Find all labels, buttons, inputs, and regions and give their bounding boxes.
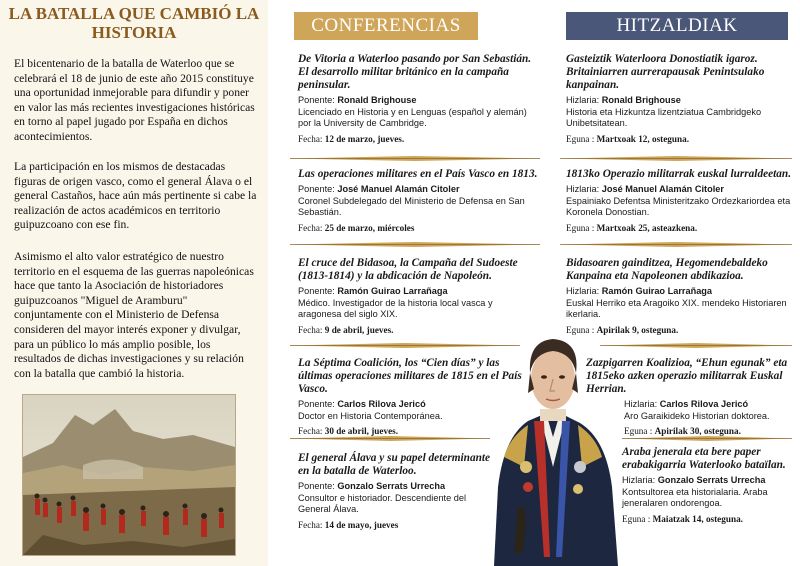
hitzaldia-speaker: Hizlaria: Ronald Brighouse — [566, 95, 681, 105]
conference-item-5 — [298, 452, 498, 531]
hitzaldia-speaker: Hizlaria: Gonzalo Serrats Urrecha — [622, 475, 766, 485]
ornament-divider — [560, 155, 792, 162]
hitzaldia-bio: Historia eta Hizkuntza lizentziatua Cambridgeko Unibetsitatean. — [566, 106, 762, 129]
conference-speaker: Ponente: Carlos Rilova Jericó — [298, 399, 426, 409]
hitzaldia-bio: Euskal Herriko eta Aragoiko XIX. mendeko Historiaren ikerlaria. — [566, 297, 787, 320]
conference-date: Fecha: 14 de mayo, jueves — [298, 519, 399, 530]
conference-title: El cruce del Bidasoa, la Campaña del Sudoeste (1813-1814) y la abdicación de Napoleón. — [298, 257, 518, 282]
hitzaldia-title: Zazpigarren Koalizioa, “Ehun egunak” eta 1815eko azken operazio militarrak Euskal Herrian. — [586, 357, 788, 395]
conference-speaker: Ponente: Ramón Guirao Larrañaga — [298, 286, 448, 296]
hitzaldia-date: Eguna : Martxoak 25, asteazkena. — [566, 222, 698, 233]
intro-paragraph-3: Asimismo el alto valor estratégico de nuestro territorio en el esquema de las guerras napoleónicas hace que tanto la Asociación de historiadores guipuzcoanos "Miguel de Aramburu" conjuntamente con el Ministerio de Defensa consideren del mayor interés exponer y divulgar, para un público lo más amplio posible, los resultados de dichas investigaciones y su relación con la batalla que cambió la historia. — [14, 250, 254, 380]
conference-date: Fecha: 12 de marzo, jueves. — [298, 133, 405, 144]
ornament-divider — [290, 155, 540, 162]
hitzaldia-bio: Kontsultorea eta historialaria. Araba jeneralaren ondorengoa. — [622, 486, 768, 509]
hitzaldia-speaker: Hizlaria: Carlos Rilova Jericó — [624, 399, 749, 409]
hitzaldia-speaker: Hizlaria: José Manuel Alamán Citoler — [566, 184, 724, 194]
conference-date: Fecha: 9 de abril, jueves. — [298, 324, 394, 335]
ornament-divider — [290, 241, 540, 248]
ornament-divider — [560, 241, 792, 248]
conference-date: Fecha: 30 de abril, jueves. — [298, 426, 399, 437]
conference-item-2 — [298, 168, 538, 234]
conferencias-header: CONFERENCIAS — [294, 12, 478, 40]
hitzaldiak-header: HITZALDIAK — [566, 12, 788, 40]
hitzaldia-date: Eguna : Apirilak 30, osteguna. — [624, 426, 741, 437]
hitzaldia-item-1 — [566, 53, 792, 145]
general-alava-portrait — [484, 317, 622, 566]
conference-bio: Consultor e historiador. Descendiente del General Álava. — [298, 492, 467, 515]
conference-title: El general Álava y su papel determinante en la batalla de Waterloo. — [298, 452, 491, 477]
battle-painting — [22, 394, 236, 556]
ornament-divider — [290, 435, 490, 442]
hitzaldia-speaker: Hizlaria: Ramón Guirao Larrañaga — [566, 286, 713, 296]
conference-speaker: Ponente: José Manuel Alamán Citoler — [298, 184, 460, 194]
ornament-divider — [622, 435, 792, 442]
hitzaldia-title: Araba jenerala eta bere paper erabakigarria Waterlooko bataïlan. — [622, 446, 786, 471]
hitzaldia-title: 1813ko Operazio militarrak euskal lurraldeetan. — [566, 168, 792, 180]
hitzaldia-bio: Espainiako Defentsa Ministeritzako Ordezkariordea eta Koronela Donostian. — [566, 195, 791, 218]
ornament-divider — [600, 342, 792, 349]
conference-bio: Doctor en Historia Contemporánea. — [298, 410, 443, 421]
conference-date: Fecha: 25 de marzo, miércoles — [298, 222, 415, 233]
conference-bio: Licenciado en Historia y en Lenguas (español y alemán) por la University de Cambridge. — [298, 106, 527, 129]
hitzaldia-title: Bidasoaren gainditzea, Hegomendebaldeko Kanpaina eta Napoleonen abdikazioa. — [566, 257, 768, 282]
conference-speaker: Ponente: Gonzalo Serrats Urrecha — [298, 481, 446, 491]
conference-bio: Médico. Investigador de la historia local vasca y aragonesa del siglo XIX. — [298, 297, 493, 320]
conference-title: Las operaciones militares en el País Vasco en 1813. — [298, 168, 538, 180]
hitzaldia-title: Gasteiztik Waterloora Donostiatik igaroz. Britainiarren aurrerapausak Penintsulako kanpainan. — [566, 53, 765, 91]
hitzaldia-date: Eguna : Maiatzak 14, osteguna. — [622, 513, 743, 524]
conference-title: De Vitoria a Waterloo pasando por San Sebastián. El desarrollo militar británico en la campaña peninsular. — [298, 53, 532, 91]
intro-paragraph-1: El bicentenario de la batalla de Waterloo que se celebrará el 18 de junio de este año 2015 constituye una oportunidad inmejorable para difundir y poner en valor las más recientes investigaciones históricas en torno al papel jugado por España en dichos acontecimientos. — [14, 57, 255, 143]
hitzaldia-date: Eguna : Martxoak 12, osteguna. — [566, 133, 690, 144]
hitzaldia-bio: Aro Garaikideko Historian doktorea. — [624, 410, 770, 421]
conference-speaker: Ponente: Ronald Brighouse — [298, 95, 417, 105]
page-title: LA BATALLA QUE CAMBIÓ LA HISTORIA — [8, 4, 260, 42]
hitzaldia-date: Eguna : Apirilak 9, osteguna. — [566, 324, 679, 335]
hitzaldia-item-5 — [622, 446, 794, 525]
conference-item-1 — [298, 53, 538, 145]
intro-paragraph-2: La participación en los mismos de destacadas figuras de origen vasco, como el general Álava o el general Castaños, hace aún más pertinente si cabe la realización de actos académicos en territorio guipuzcoano con ese fin. — [14, 160, 257, 232]
conference-title: La Séptima Coalición, los “Cien días” y las últimas operaciones militares de 1815 en el País Vasco. — [298, 357, 522, 395]
conference-bio: Coronel Subdelegado del Ministerio de Defensa en San Sebastián. — [298, 195, 525, 218]
hitzaldia-item-2 — [566, 168, 792, 234]
